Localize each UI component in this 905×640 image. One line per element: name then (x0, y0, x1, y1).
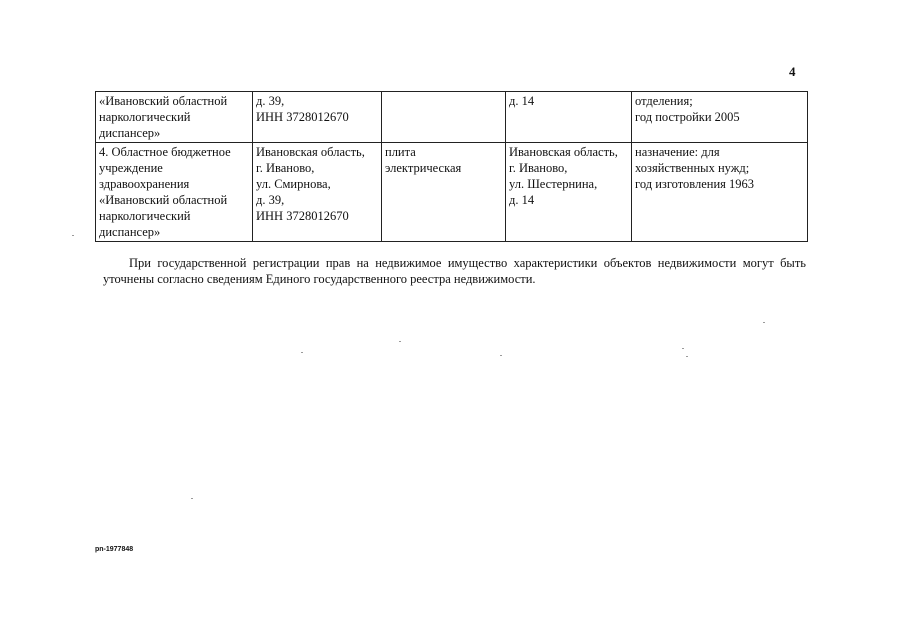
scan-speck (72, 235, 74, 236)
scan-speck (500, 355, 502, 356)
table-row (96, 143, 808, 242)
table-cell-organization: 4. Областное бюджетное учреждение здравоохранения «Ивановский областной наркологический диспансер» (96, 143, 253, 242)
table-cell-organization: «Ивановский областной наркологический диспансер» (96, 92, 253, 143)
registration-note-paragraph: При государственной регистрации прав на недвижимое имущество характеристики объектов недвижимости могут быть уточнены согласно сведениям Единого государственного реестра недвижимости. (103, 256, 806, 286)
table-cell-address: д. 39, ИНН 3728012670 (253, 92, 382, 143)
table-cell-location: д. 14 (506, 92, 632, 143)
table-cell-object: плита электрическая (382, 143, 506, 242)
scan-speck (399, 341, 401, 342)
table-cell-address: Ивановская область, г. Иваново, ул. Смирнова, д. 39, ИНН 3728012670 (253, 143, 382, 242)
table-row (96, 92, 808, 143)
scan-speck (191, 498, 193, 499)
table-cell-location: Ивановская область, г. Иваново, ул. Шестернина, д. 14 (506, 143, 632, 242)
scan-speck (682, 348, 684, 349)
scan-speck (686, 356, 688, 357)
table-cell-characteristics: назначение: для хозяйственных нужд; год изготовления 1963 (632, 143, 808, 242)
page-number: 4 (789, 64, 796, 79)
scan-speck (301, 352, 303, 353)
scan-speck (763, 322, 765, 323)
table-cell-object (382, 92, 506, 143)
property-table (95, 91, 808, 242)
table-cell-characteristics: отделения; год постройки 2005 (632, 92, 808, 143)
document-id: pn-1977848 (95, 546, 134, 553)
